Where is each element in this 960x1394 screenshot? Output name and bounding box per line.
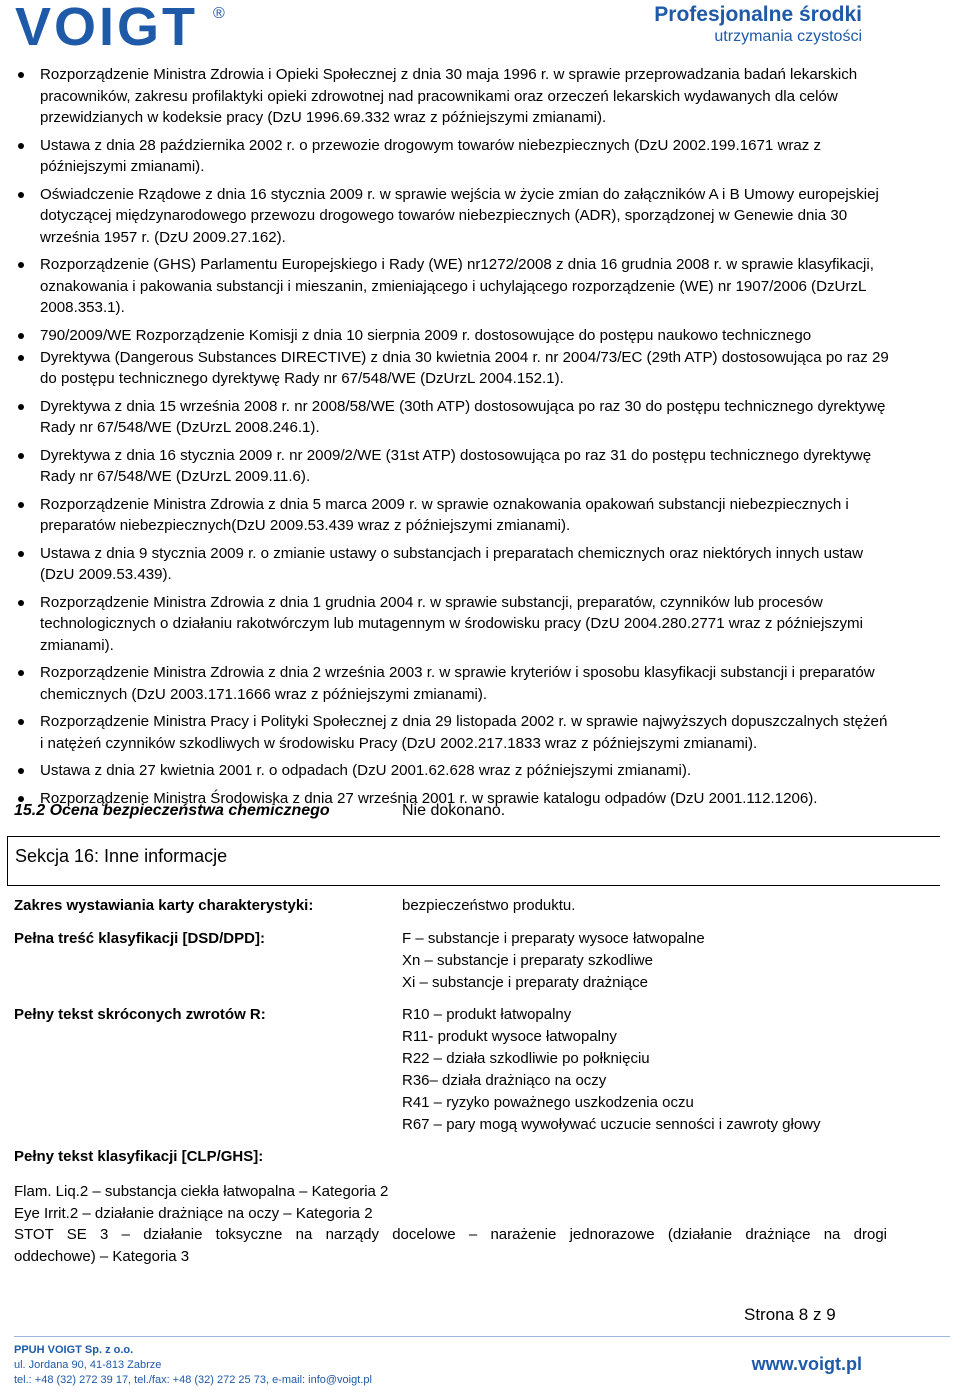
- list-item: Rozporządzenie Ministra Zdrowia z dnia 2 września 2003 r. w sprawie kryteriów i sposobu klasyfikacji substancji i preparatów chemicznych (DzU 2003.171.1666 wraz z późniejszymi zmianami).: [14, 662, 894, 705]
- r-phrase-item: R22 – działa szkodliwie po połknięciu: [402, 1050, 650, 1067]
- bullet-icon: [18, 600, 24, 606]
- clp-item: Eye Irrit.2 – działanie drażniące na oczy – Kategoria 2: [14, 1204, 373, 1222]
- section-16-title: Sekcja 16: Inne informacje: [15, 846, 228, 866]
- bullet-icon: [18, 262, 24, 268]
- bullet-icon: [18, 502, 24, 508]
- section-16-header-box: [7, 836, 940, 886]
- bullet-icon: [18, 192, 24, 198]
- bullet-icon: [18, 333, 24, 339]
- tagline-main: Profesjonalne środki: [654, 3, 862, 26]
- list-item: Dyrektywa z dnia 15 września 2008 r. nr 2008/58/WE (30th ATP) dostosowująca po raz 30 do postępu technicznego dyrektywę Rady nr 67/548/WE (DzUrzL 2008.246.1).: [14, 396, 894, 439]
- bullet-icon: [18, 551, 24, 557]
- list-item: Rozporządzenie (GHS) Parlamentu Europejskiego i Rady (WE) nr1272/2008 z dnia 16 grudnia 2008 r. w sprawie klasyfikacji, oznakowania i pakowania substancji i mieszanin, zmieniającego i uchylającego rozporządzenie (WE) nr 1907/2006 (DzUrzL 2008.353.1).: [14, 254, 894, 319]
- bullet-icon: [18, 404, 24, 410]
- clp-label: Pełny tekst klasyfikacji [CLP/GHS]:: [14, 1148, 264, 1165]
- registered-mark: ®: [213, 5, 225, 22]
- clp-list: [14, 1181, 887, 1267]
- footer-company: PPUH VOIGT Sp. z o.o.: [14, 1344, 134, 1356]
- dsd-list: [402, 928, 705, 994]
- scope-value: bezpieczeństwo produktu.: [402, 897, 576, 914]
- bullet-icon: [18, 72, 24, 78]
- r-phrase-item: R11- produkt wysoce łatwopalny: [402, 1028, 617, 1045]
- list-item: Oświadczenie Rządowe z dnia 16 stycznia 2009 r. w sprawie wejścia w życie zmian do załączników A i B Umowy europejskiej dotyczącej międzynarodowego przewozu drogowego towarów niebezpiecznych (ADR), sporządzonej w Genewie dnia 30 września 1957 r. (DzU 2009.27.162).: [14, 184, 894, 249]
- list-item: Rozporządzenie Ministra Środowiska z dnia 27 września 2001 r. w sprawie katalogu odpadów (DzU 2001.112.1206).: [14, 788, 894, 810]
- clp-item: Flam. Liq.2 – substancja ciekła łatwopalna – Kategoria 2: [14, 1183, 389, 1200]
- r-phrase-item: R67 – pary mogą wywoływać uczucie senności i zawroty głowy: [402, 1116, 821, 1133]
- list-item: Rozporządzenie Ministra Zdrowia z dnia 5 marca 2009 r. w sprawie oznakowania opakowań substancji niebezpiecznych i preparatów niebezpiecznych(DzU 2009.53.439 wraz z późniejszymi zmianami).: [14, 494, 894, 537]
- footer-website-link[interactable]: www.voigt.pl: [751, 1354, 862, 1374]
- section-15-2-value: Nie dokonano.: [402, 802, 506, 819]
- dsd-item: Xn – substancje i preparaty szkodliwe: [402, 952, 653, 969]
- voigt-logo: [15, 0, 225, 57]
- dsd-item: F – substancje i preparaty wysoce łatwopalne: [402, 930, 705, 947]
- clp-item: oddechowe) – Kategoria 3: [14, 1247, 190, 1265]
- list-item: Dyrektywa z dnia 16 stycznia 2009 r. nr 2009/2/WE (31st ATP) dostosowująca po raz 31 do postępu technicznego dyrektywę Rady nr 67/548/WE (DzUrzL 2009.11.6).: [14, 445, 894, 488]
- footer-address: ul. Jordana 90, 41-813 Zabrze: [14, 1359, 162, 1371]
- clp-item: STOT SE 3 – działanie toksyczne na narządy docelowe – narażenie jednorazowe (działanie drażniące na drogi: [14, 1226, 887, 1243]
- r-phrase-item: R10 – produkt łatwopalny: [402, 1006, 572, 1023]
- dsd-item: Xi – substancje i preparaty drażniące: [402, 974, 648, 991]
- section-15-2-label: 15.2 Ocena bezpieczeństwa chemicznego: [14, 802, 330, 819]
- list-item: Rozporządzenie Ministra Pracy i Polityki Społecznej z dnia 29 listopada 2002 r. w sprawie najwyższych dopuszczalnych stężeń i natężeń czynników szkodliwych w środowisku Pracy (DzU 2002.217.1833 wraz z późniejszymi zmianami).: [14, 711, 894, 754]
- r-phrases-label: Pełny tekst skróconych zwrotów R:: [14, 1006, 266, 1023]
- page-header: [0, 0, 960, 56]
- list-item: Ustawa z dnia 9 stycznia 2009 r. o zmianie ustawy o substancjach i preparatach chemicznych oraz niektórych innych ustaw (DzU 2009.53.439).: [14, 543, 894, 586]
- list-item: Ustawa z dnia 27 kwietnia 2001 r. o odpadach (DzU 2001.62.628 wraz z późniejszymi zmianami).: [14, 760, 894, 782]
- bullet-icon: [18, 796, 24, 802]
- bullet-icon: [18, 143, 24, 149]
- footer-contact: tel.: +48 (32) 272 39 17, tel./fax: +48 (32) 272 25 73, e-mail: info@voigt.pl: [14, 1374, 372, 1386]
- logo-text: VOIGT: [15, 0, 199, 57]
- r-phrase-item: R41 – ryzyko poważnego uszkodzenia oczu: [402, 1094, 694, 1111]
- list-item: Rozporządzenie Ministra Zdrowia i Opieki Społecznej z dnia 30 maja 1996 r. w sprawie przeprowadzania badań lekarskich pracowników, zakresu profilaktyki opieki zdrowotnej nad pracownikami oraz orzeczeń lekarskich wydawanych dla celów przewidzianych w kodeksie pracy (DzU 1996.69.332 wraz z późniejszymi zmianami).: [14, 64, 894, 129]
- dsd-label: Pełna treść klasyfikacji [DSD/DPD]:: [14, 930, 265, 947]
- list-item: 790/2009/WE Rozporządzenie Komisji z dnia 10 sierpnia 2009 r. dostosowujące do postępu naukowo technicznego: [14, 325, 894, 347]
- list-item: Ustawa z dnia 28 października 2002 r. o przewozie drogowym towarów niebezpiecznych (DzU 2002.199.1671 wraz z późniejszymi zmianami).: [14, 135, 894, 178]
- bullet-icon: [18, 768, 24, 774]
- bullet-icon: [18, 719, 24, 725]
- page-number: Strona 8 z 9: [744, 1305, 836, 1324]
- list-item: Rozporządzenie Ministra Zdrowia z dnia 1 grudnia 2004 r. w sprawie substancji, preparatów, czynników lub procesów technologicznych o działaniu rakotwórczym lub mutagennym w środowisku pracy (DzU 2004.280.2771 wraz z późniejszymi zmianami).: [14, 592, 894, 657]
- bullet-icon: [18, 453, 24, 459]
- footer-divider: [14, 1336, 950, 1337]
- bullet-icon: [18, 355, 24, 361]
- r-phrases-list: [402, 1004, 821, 1136]
- tagline-sub: utrzymania czystości: [714, 28, 862, 45]
- r-phrase-item: R36– działa drażniąco na oczy: [402, 1072, 607, 1089]
- bullet-icon: [18, 670, 24, 676]
- list-item: Dyrektywa (Dangerous Substances DIRECTIVE) z dnia 30 kwietnia 2004 r. nr 2004/73/EC (29th ATP) dostosowująca po raz 29 do postępu technicznego dyrektywę Rady nr 67/548/WE (DzUrzL 2004.152.1).: [14, 347, 894, 390]
- scope-label: Zakres wystawiania karty charakterystyki:: [14, 897, 314, 914]
- regulations-list: [14, 64, 894, 810]
